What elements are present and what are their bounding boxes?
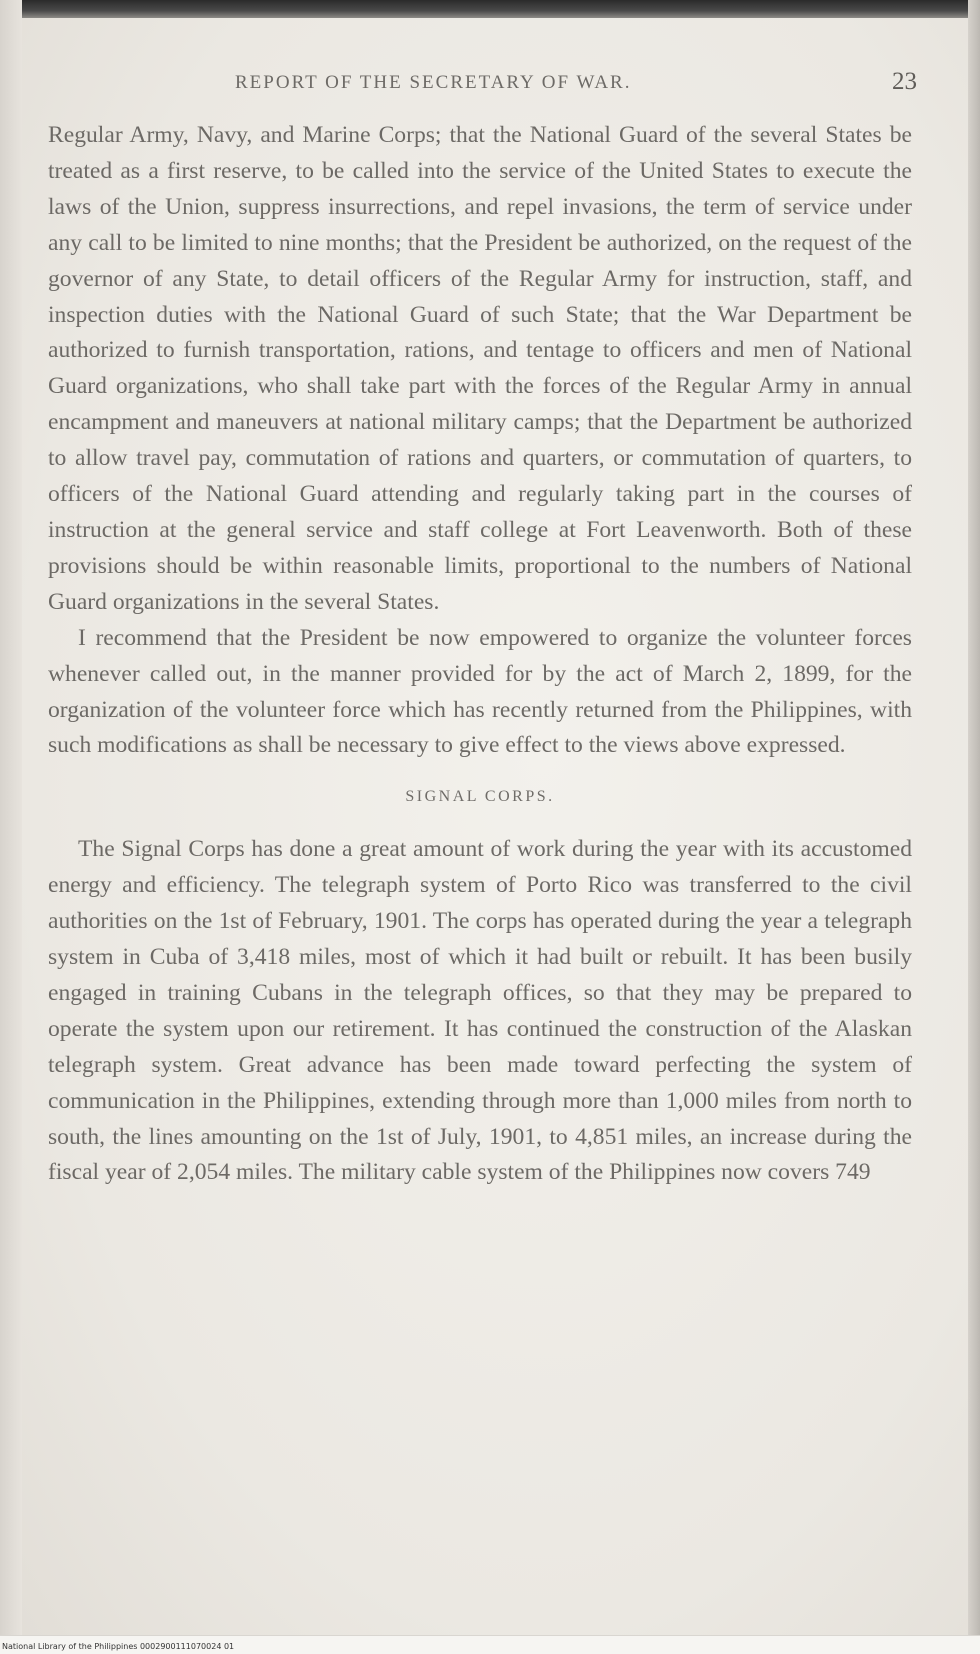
paragraph-signal-corps: The Signal Corps has done a great amount of work during the year with its accustomed energy and efficiency. The telegraph system of Porto Rico was transferred to the civil authorities on the 1st of February, 1901. The corps has operated during the year a telegraph system in Cuba of 3,418 miles, most of which it had built or rebuilt. It has been busily engaged in training Cubans in the telegraph offices, so that they may be prepared to operate the system upon our retirement. It has continued the construction of the Alaskan telegraph system. Great advance has been made toward perfecting the system of communication in the Philippines, extending through more than 1,000 miles from north to south, the lines amounting on the 1st of July, 1901, to 4,851 miles, an increase during the fiscal year of 2,054 miles. The military cable system of the Philippines now covers 749 [48,836,912,1186]
scan-top-edge [0,0,980,18]
section-heading-signal-corps: SIGNAL CORPS. [405,788,555,806]
footer-strip [0,1635,980,1654]
running-head [55,68,917,98]
footer-attribution: National Library of the Philippines 0002900111070024 01 [2,1642,235,1651]
body-text [48,118,912,1191]
scan-right-edge [968,0,980,1654]
scan-left-margin [0,0,22,1654]
running-head-title: REPORT OF THE SECRETARY OF WAR. [235,72,632,93]
paragraph-continuation: Regular Army, Navy, and Marine Corps; that the National Guard of the several States be treated as a first reserve, to be called into the service of the United States to execute the laws of the Union, suppress insurrections, and repel invasions, the term of service under any call to be limited to nine months; that the President be authorized, on the request of the governor of any State, to detail officers of the Regular Army for instruction, staff, and inspection duties with the National Guard of such State; that the War Department be authorized to furnish transportation, rations, and tentage to officers and men of National Guard organizations, who shall take part with the forces of the Regular Army in annual encampment and maneuvers at national military camps; that the Department be authorized to allow travel pay, commutation of rations and quarters, or commutation of quarters, to officers of the National Guard attending and regularly taking part in the courses of instruction at the general service and staff college at Fort Leavenworth. Both of these provisions should be within reasonable limits, proportional to the numbers of National Guard organizations in the several States. [48,122,912,615]
paragraph-recommendation: I recommend that the President be now empowered to organize the volunteer forces whenever called out, in the manner provided for by the act of March 2, 1899, for the organization of the volunteer force which has recently returned from the Philippines, with such modifications as shall be necessary to give effect to the views above expressed. [48,624,912,759]
page-number: 23 [892,68,917,95]
